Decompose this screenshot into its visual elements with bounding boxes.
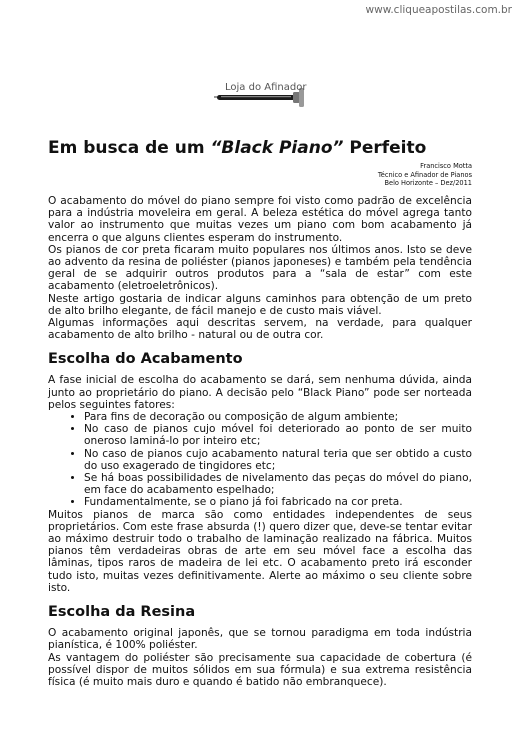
list-item: • No caso de pianos cujo acabamento natural teria que ser obtido a custo do uso exagerado de tingidores etc; [84, 448, 472, 472]
section1-paragraph: A fase inicial de escolha do acabamento se dará, sem nenhuma dúvida, ainda junto ao proprietário do piano. A decisão pelo “Black Piano” pode ser norteada pelos seguintes fatores: [48, 374, 472, 411]
site-url: www.cliqueapostilas.com.br [365, 4, 512, 16]
section-heading-resina: Escolha da Resina [48, 604, 196, 621]
factors-list [48, 411, 472, 509]
author-name: Francisco Motta [420, 162, 472, 170]
section1-paragraph: Muitos pianos de marca são como entidades independentes de seus proprietários. Com este frase absurda (!) quero dizer que, deve-se tentar evitar ao máximo destruir todo o trabalho de laminação realizado na fábrica. Muitos pianos têm verdadeiras obras de arte em seu móvel face a escolha das lâminas, tipos raros de madeira de lei etc. O acabamento preto irá esconder tudo isto, muitas vezes definitivamente. Alerte ao máximo o seu cliente sobre isto. [48, 508, 472, 594]
intro-paragraph: Os pianos de cor preta ficaram muito populares nos últimos anos. Isto se deve ao advento da resina de poliéster (pianos japoneses) e também pela tendência geral de se adquirir outros produtos para a “sala de estar” com este acabamento (eletroeletrônicos). [48, 243, 472, 293]
title-after: Perfeito [343, 138, 427, 158]
list-item: • No caso de pianos cujo móvel foi deteriorado ao ponto de ser muito oneroso laminá-lo por inteiro etc; [84, 423, 472, 447]
title-before: Em busca de um [48, 138, 211, 158]
section2-paragraph: O acabamento original japonês, que se tornou paradigma em toda indústria pianística, é 100% poliéster. [48, 627, 472, 652]
intro-paragraph: Algumas informações aqui descritas servem, na verdade, para qualquer acabamento de alto brilho - natural ou de outra cor. [48, 317, 472, 342]
author-role: Técnico e Afinador de Pianos [377, 170, 472, 179]
section-heading-acabamento: Escolha do Acabamento [48, 351, 243, 368]
section2-paragraph: As vantagem do poliéster são precisamente sua capacidade de cobertura (é possível dispor de muitos sólidos em sua fórmula) e sua extrema resistência física (é muito mais duro e quando é batido não embranquece). [48, 651, 472, 688]
list-item: • Fundamentalmente, se o piano já foi fabricado na cor preta. [84, 496, 472, 508]
intro-paragraph: O acabamento do móvel do piano sempre foi visto como padrão de excelência para a indústria moveleira em geral. A beleza estética do móvel agrega tanto valor ao instrumento que muitas vezes um piano com bom acabamento já encerra o que alguns clientes esperam do instrumento. [48, 195, 472, 244]
page-title [48, 138, 426, 158]
author-block [378, 162, 472, 188]
logo [213, 82, 309, 108]
article-body [48, 195, 472, 688]
intro-paragraph: Neste artigo gostaria de indicar alguns caminhos para obtenção de um preto de alto brilho elegante, de fácil manejo e de custo mais viável. [48, 292, 472, 317]
list-item: • Para fins de decoração ou composição de algum ambiente; [84, 411, 472, 423]
title-italic: “Black Piano” [210, 138, 344, 158]
author-place: Belo Horizonte – Dez/2011 [384, 179, 472, 188]
list-item: • Se há boas possibilidades de nivelamento das peças do móvel do piano, em face do acabamento espelhado; [84, 472, 472, 496]
logo-text: Loja do Afinador [225, 82, 307, 93]
